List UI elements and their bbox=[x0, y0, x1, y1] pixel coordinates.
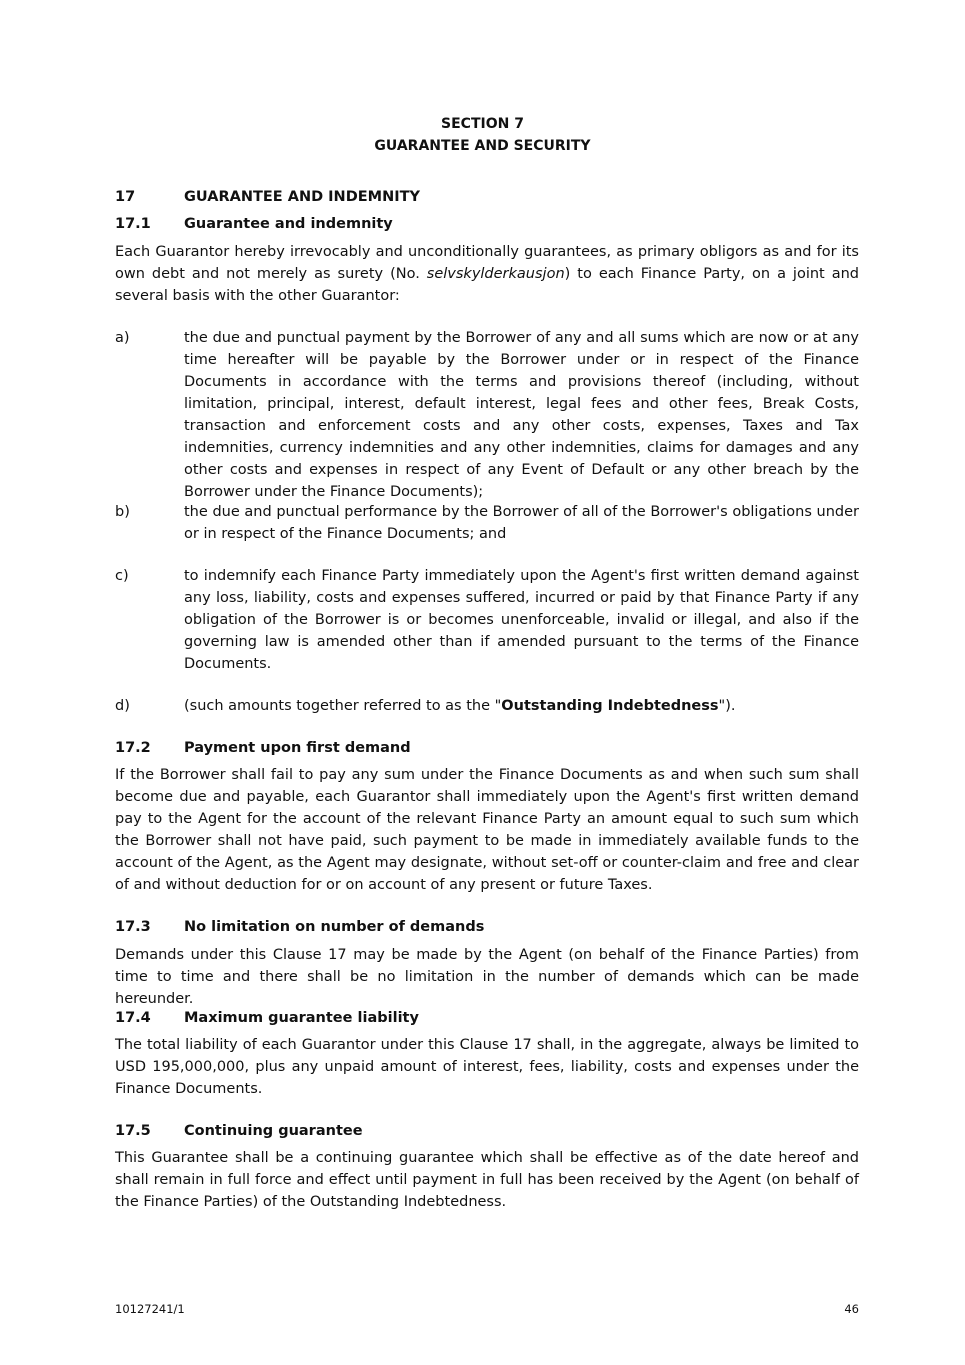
subclause-17-1-intro bbox=[115, 241, 859, 307]
defined-term: Outstanding Indebtedness bbox=[501, 698, 719, 714]
clause-title: GUARANTEE AND INDEMNITY bbox=[184, 189, 420, 205]
subclause-number: 17.2 bbox=[115, 740, 151, 756]
intro-text: Each Guarantor hereby irrevocably and unconditionally guarantees, as primary obligors as and for its own debt and not merely as surety (No. bbox=[115, 244, 859, 282]
list-item-label: d) bbox=[115, 698, 130, 714]
subclause-17-1-heading bbox=[115, 216, 393, 232]
item-d-text-end: "). bbox=[718, 698, 736, 714]
section-title: GUARANTEE AND SECURITY bbox=[374, 138, 591, 154]
subclause-17-4-heading bbox=[115, 1010, 419, 1026]
subclause-number: 17.3 bbox=[115, 919, 151, 935]
subclause-title: Continuing guarantee bbox=[184, 1123, 363, 1139]
list-item-text: the due and punctual payment by the Borrower of any and all sums which are now or at any time hereafter will be payable by the Borrower under or in respect of the Finance Documents in accordance with the terms and provisions thereof (including, without limitation, principal, interest, default interest, legal fees and other fees, Break Costs, transaction and enforcement costs and any other costs, expenses, Taxes and Tax indemnities, currency indemnities and any other indemnities, claims for damages and any other costs and expenses in respect of any Event of Default or any other breach by the Borrower under the Finance Documents); bbox=[184, 330, 859, 500]
footer-doc-id: 10127241/1 bbox=[115, 1302, 185, 1316]
section-label: SECTION 7 bbox=[441, 116, 524, 132]
subclause-number: 17.5 bbox=[115, 1123, 151, 1139]
item-d-text: (such amounts together referred to as the " bbox=[184, 698, 502, 714]
list-item-label: a) bbox=[115, 330, 130, 346]
list-item-text bbox=[184, 695, 859, 717]
list-item-label: c) bbox=[115, 568, 129, 584]
clause-number: 17 bbox=[115, 189, 136, 205]
subclause-title: Guarantee and indemnity bbox=[184, 216, 393, 232]
subclause-17-5-heading bbox=[115, 1123, 363, 1139]
list-item-text: to indemnify each Finance Party immediately upon the Agent's first written demand against any loss, liability, costs and expenses suffered, incurred or paid by that Finance Party if any obligation of the Borrower is or becomes unenforceable, invalid or illegal, and also if the governing law is amended other than if amended pursuant to the terms of the Finance Documents. bbox=[184, 568, 859, 672]
subclause-17-3-heading bbox=[115, 919, 484, 935]
subclause-17-3-text: Demands under this Clause 17 may be made by the Agent (on behalf of the Finance Parties) from time to time and there shall be no limitation in the number of demands which can be made hereunder. bbox=[115, 947, 859, 1007]
footer-page-number: 46 bbox=[844, 1302, 859, 1316]
subclause-17-2-heading bbox=[115, 740, 411, 756]
subclause-17-5-text: This Guarantee shall be a continuing guarantee which shall be effective as of the date hereof and shall remain in full force and effect until payment in full has been received by the Agent (on behalf of the Finance Parties) of the Outstanding Indebtedness. bbox=[115, 1150, 859, 1210]
subclause-title: Payment upon first demand bbox=[184, 740, 411, 756]
subclause-title: Maximum guarantee liability bbox=[184, 1010, 419, 1026]
subclause-17-4-text: The total liability of each Guarantor under this Clause 17 shall, in the aggregate, always be limited to USD 195,000,000, plus any unpaid amount of interest, fees, liability, costs and expenses under the Finance Documents. bbox=[115, 1037, 859, 1097]
intro-text-end: ) to each Finance Party, on a joint and several basis with the other Guarantor: bbox=[115, 266, 859, 304]
subclause-number: 17.4 bbox=[115, 1010, 151, 1026]
subclause-title: No limitation on number of demands bbox=[184, 919, 485, 935]
clause-heading bbox=[115, 189, 420, 205]
list-item-text: the due and punctual performance by the Borrower of all of the Borrower's obligations under or in respect of the Finance Documents; and bbox=[184, 504, 859, 542]
intro-italic-term: selvskylderkausjon bbox=[426, 266, 565, 282]
subclause-17-2-text: If the Borrower shall fail to pay any sum under the Finance Documents as and when such sum shall become due and payable, each Guarantor shall immediately upon the Agent's first written demand pay to the Agent for the account of the relevant Finance Party an amount equal to such sum which the Borrower shall not have paid, such payment to be made in immediately available funds to the account of the Agent, as the Agent may designate, without set-off or counter-claim and free and clear of and without deduction for or on account of any present or future Taxes. bbox=[115, 767, 859, 893]
subclause-number: 17.1 bbox=[115, 216, 151, 232]
list-item-label: b) bbox=[115, 504, 130, 520]
